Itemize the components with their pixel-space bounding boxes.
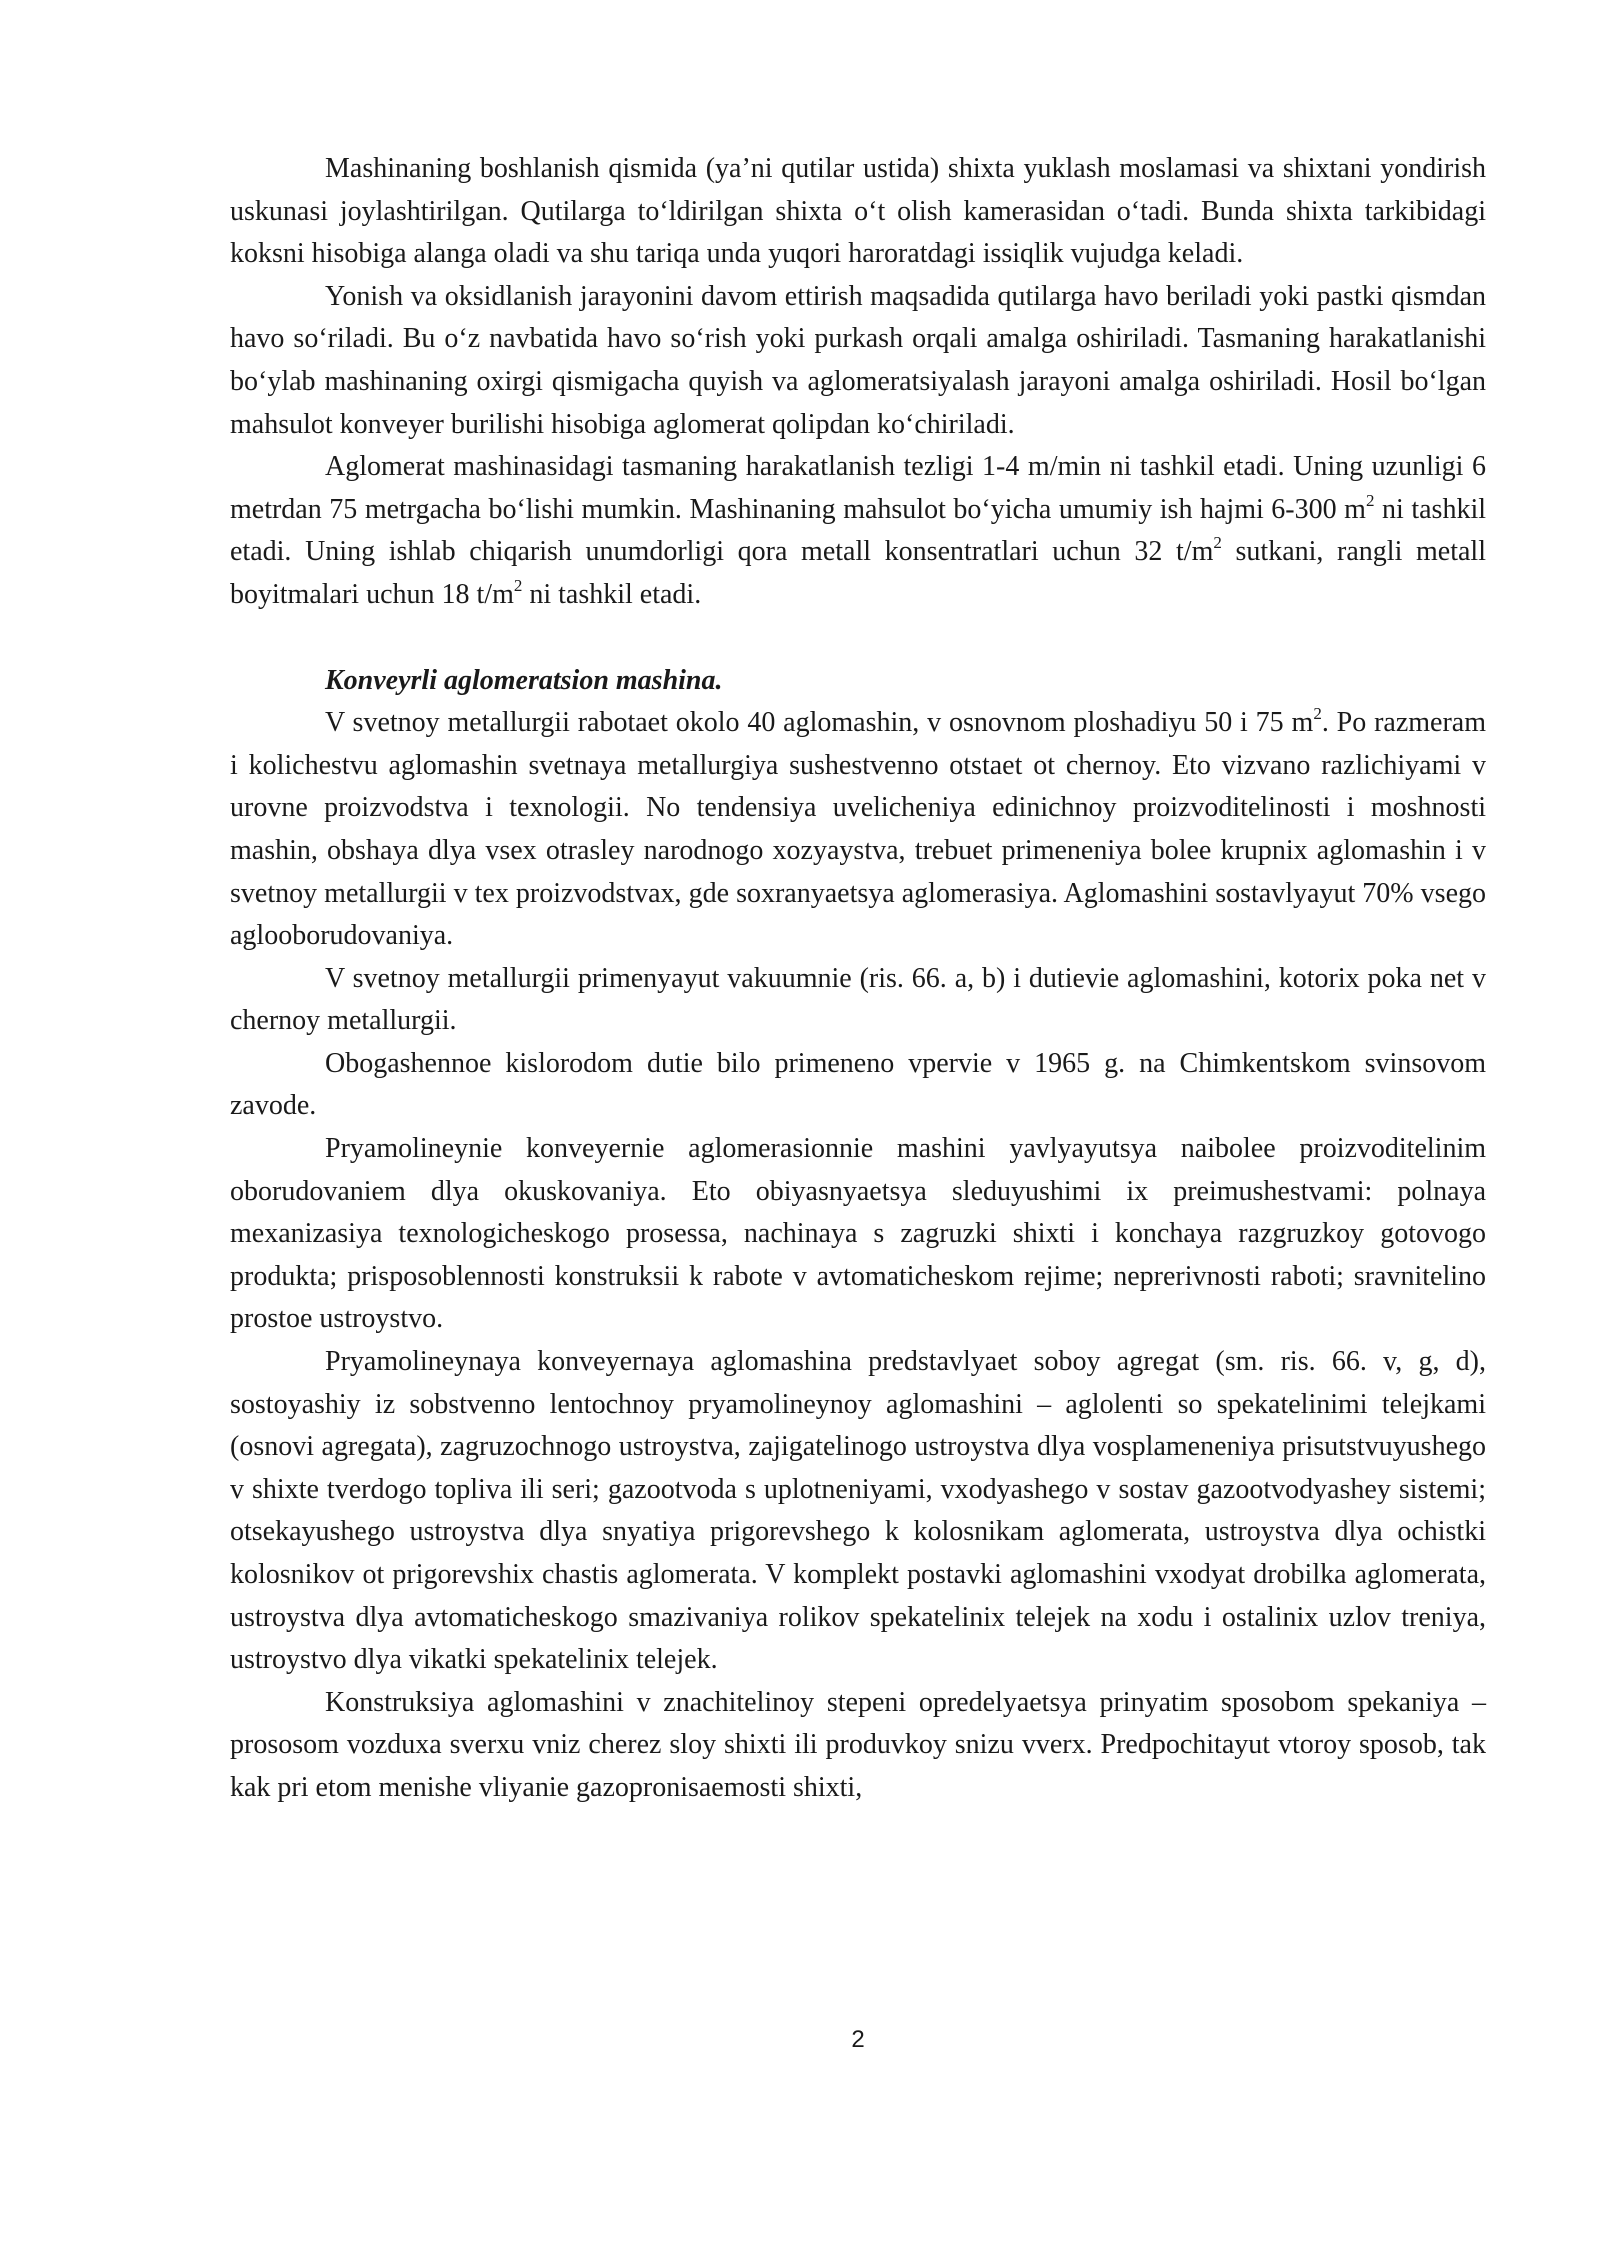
paragraph-text: Pryamolineynie konveyernie aglomerasionnie mashini yavlyayutsya naibolee proizvoditelinim oborudovaniem dlya okuskovaniya. Eto obiyasnyaetsya sleduyushimi ix preimushestvami: polnaya mexanizasiya texnologicheskogo prosessa, nachinaya s zagruzki shixti i konchaya razgruzkoy gotovogo produkta; prisposoblennosti konstruksii k rabote v avtomaticheskom rejime; neprerivnosti raboti; sravnitelino prostoe ustroystvo. bbox=[230, 1133, 1486, 1335]
paragraph bbox=[230, 702, 1486, 958]
paragraph bbox=[230, 1682, 1486, 1810]
paragraph-text: Yonish va oksidlanish jarayonini davom ettirish maqsadida qutilarga havo beriladi yoki pastki qismdan havo so‘riladi. Bu o‘z navbatida havo so‘rish yoki purkash orqali amalga oshiriladi. Tasmaning harakatlanishi bo‘ylab mashinaning oxirgi qismigacha quyish va aglomeratsiyalash jarayoni amalga oshiriladi. Hosil bo‘lgan mahsulot konveyer burilishi hisobiga aglomerat qolipdan ko‘chiriladi. bbox=[230, 280, 1486, 440]
paragraph bbox=[230, 1043, 1486, 1128]
paragraph-text: Mashinaning boshlanish qismida (ya’ni qutilar ustida) shixta yuklash moslamasi va shixtani yondirish uskunasi joylashtirilgan. Qutilarga to‘ldirilgan shixta o‘t olish kamerasidan o‘tadi. Bunda shixta tarkibidagi koksni hisobiga alanga oladi va shu tariqa unda yuqori haroratdagi issiqlik vujudga keladi. bbox=[230, 153, 1486, 270]
paragraph bbox=[230, 446, 1486, 616]
paragraph bbox=[230, 958, 1486, 1043]
paragraph bbox=[230, 148, 1486, 276]
superscript: 2 bbox=[513, 575, 523, 595]
paragraph-text: Pryamolineynaya konveyernaya aglomashina predstavlyaet soboy agregat (sm. ris. 66. v, g, d), sostoyashiy iz sobstvenno lentochnoy pryamolineynoy aglomashini – aglolenti so spekatelinimi telejkami (osnovi agregata), zagruzochnogo ustroystva, zajigatelinogo ustroystva dlya vosplameneniya prisutstvuyushego v shixte tverdogo topliva ili seri; gazootvoda s uplotneniyami, vxodyashego v sostav gazootvodyashey sistemi; otsekayushego ustroystva dlya snyatiya prigorevshego k kolosnikam aglomerata, ustroystva dlya ochistki kolosnikov ot prigorevshix chastis aglomerata. V komplekt postavki aglomashini vxodyat drobilka aglomerata, ustroystva dlya avtomaticheskogo smazivaniya rolikov spekatelinix telejek na xodu i ostalinix uzlov treniya, ustroystvo dlya vikatki spekatelinix telejek. bbox=[230, 1346, 1486, 1676]
paragraph-text: ni tashkil etadi. bbox=[522, 578, 702, 610]
paragraph-text: V svetnoy metallurgii rabotaet okolo 40 aglomashin, v osnovnom ploshadiyu 50 i 75 m bbox=[325, 707, 1314, 739]
paragraph-text: Aglomerat mashinasidagi tasmaning harakatlanish tezligi 1-4 m/min ni tashkil etadi. Uning uzunligi 6 metrdan 75 metrgacha bo‘lishi mumkin. Mashinaning mahsulot bo‘yicha umumiy ish hajmi 6-300 m bbox=[230, 451, 1486, 525]
section-heading: Konveyrli aglomeratsion mashina. bbox=[325, 664, 723, 696]
paragraph-text: ni tashkil etadi. Uning ishlab chiqarish unumdorligi qora metall konsentratlari uchun 32 t/m bbox=[230, 493, 1486, 568]
document-body bbox=[230, 148, 1486, 1810]
paragraph bbox=[230, 276, 1486, 446]
paragraph-text: Obogashennoe kislorodom dutie bilo primeneno vpervie v 1965 g. na Chimkentskom svinsovom zavode. bbox=[230, 1047, 1486, 1122]
paragraph-text: . Po razmeram i kolichestvu aglomashin svetnaya metallurgiya sushestvenno otstaet ot chernoy. Eto vizvano razlichiyami v urovne proizvodstva i texnologii. No tendensiya uvelicheniya edinichnoy proizvoditelinosti i moshnosti mashin, obshaya dlya vsex otrasley narodnogo xozyaystva, trebuet primeneniya bolee krupnix aglomashin i v svetnoy metallurgii v tex proizvodstvax, gde soxranyaetsya aglomerasiya. Aglomashini sostavlyayut 70% vsego aglooborudovaniya. bbox=[230, 707, 1486, 952]
paragraph-text: sutkani, rangli metall boyitmalari uchun 18 t/m bbox=[230, 536, 1486, 610]
paragraph-text: Konstruksiya aglomashini v znachitelinoy stepeni opredelyaetsya prinyatim sposobom spekaniya – prososom vozduxa sverxu vniz cherez sloy shixti ili produvkoy snizu vverx. Predpochitayut vtoroy sposob, tak kak pri etom menishe vliyanie gazopronisaemosti shixti, bbox=[230, 1686, 1486, 1803]
superscript: 2 bbox=[1365, 490, 1375, 510]
paragraph bbox=[230, 1128, 1486, 1341]
paragraph-text: V svetnoy metallurgii primenyayut vakuumnie (ris. 66. a, b) i dutievie aglomashini, kotorix poka net v chernoy metallurgii. bbox=[230, 962, 1486, 1037]
superscript: 2 bbox=[1213, 533, 1222, 553]
paragraph bbox=[230, 1341, 1486, 1682]
superscript: 2 bbox=[1313, 704, 1322, 724]
page-number: 2 bbox=[851, 2026, 865, 2053]
